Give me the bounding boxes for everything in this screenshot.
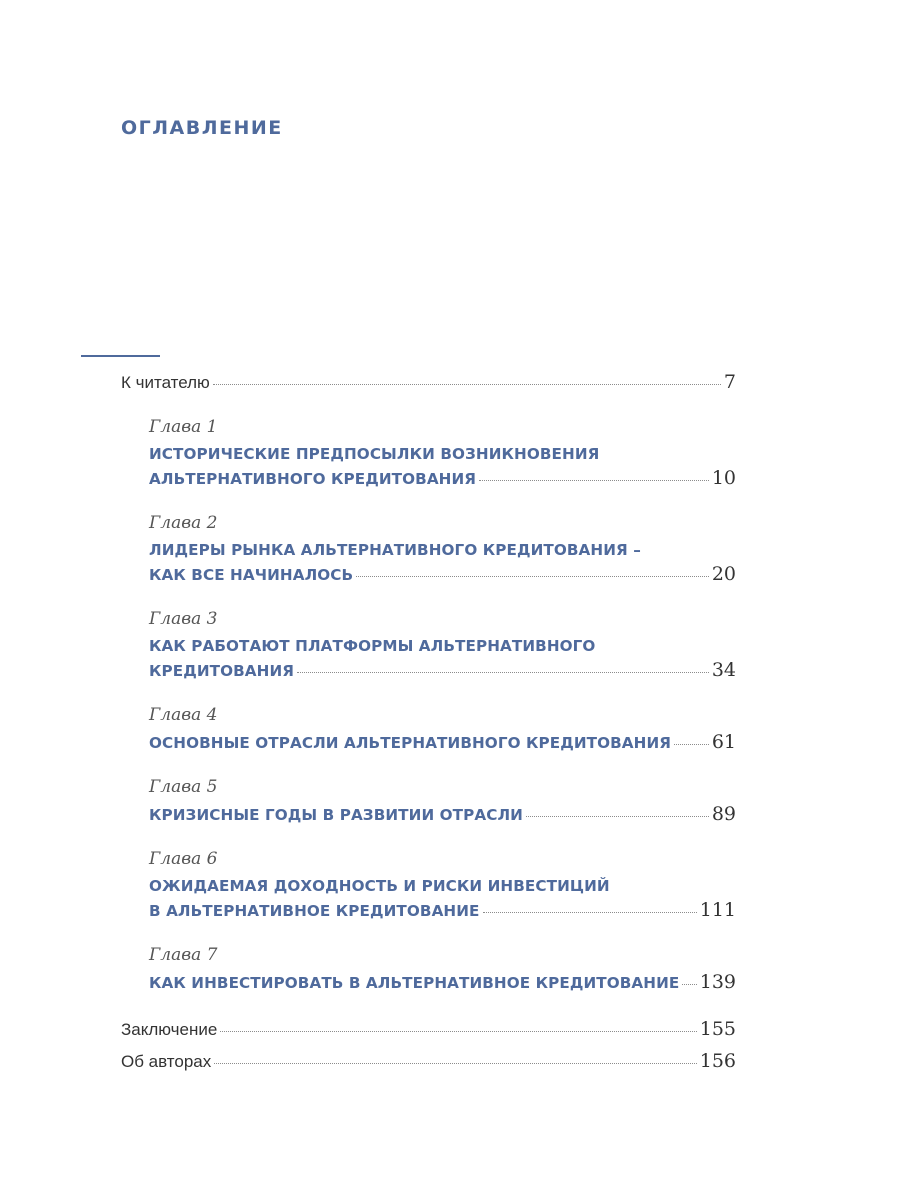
toc-page-number: 89: [711, 803, 736, 825]
toc-entry-chapter-7[interactable]: [149, 971, 736, 993]
chapter-7-title-line: КАК ИНВЕСТИРОВАТЬ В АЛЬТЕРНАТИВНОЕ КРЕДИТОВАНИЕ: [149, 974, 680, 992]
chapter-1-title-line: АЛЬТЕРНАТИВНОГО КРЕДИТОВАНИЯ: [149, 470, 477, 488]
toc-entry-label: Заключение: [121, 1020, 218, 1039]
chapter-3-label: Глава 3: [149, 609, 218, 629]
toc-entry-chapter-3[interactable]: [149, 659, 736, 681]
toc-page-number: 34: [711, 659, 736, 681]
chapter-3-title-line: КРЕДИТОВАНИЯ: [149, 662, 295, 680]
dot-leader: [479, 480, 709, 481]
toc-page-number: 155: [699, 1018, 736, 1040]
dot-leader: [213, 384, 721, 385]
toc-page-number: 156: [699, 1050, 736, 1072]
chapter-1-title-line[interactable]: ИСТОРИЧЕСКИЕ ПРЕДПОСЫЛКИ ВОЗНИКНОВЕНИЯ: [149, 445, 600, 463]
chapter-1-label: Глава 1: [149, 417, 218, 437]
dot-leader: [682, 984, 696, 985]
dot-leader: [297, 672, 709, 673]
chapter-5-label: Глава 5: [149, 777, 218, 797]
chapter-3-title-line[interactable]: КАК РАБОТАЮТ ПЛАТФОРМЫ АЛЬТЕРНАТИВНОГО: [149, 637, 596, 655]
chapter-2-title-line: КАК ВСЕ НАЧИНАЛОСЬ: [149, 566, 354, 584]
toc-entry-intro[interactable]: [121, 371, 736, 393]
chapter-6-title-line[interactable]: ОЖИДАЕМАЯ ДОХОДНОСТЬ И РИСКИ ИНВЕСТИЦИЙ: [149, 877, 610, 895]
toc-entry-chapter-2[interactable]: [149, 563, 736, 585]
dot-leader: [526, 816, 709, 817]
page-title: ОГЛАВЛЕНИЕ: [121, 117, 283, 139]
dot-leader: [220, 1031, 696, 1032]
title-rule: [81, 355, 160, 357]
chapter-6-title-line: В АЛЬТЕРНАТИВНОЕ КРЕДИТОВАНИЕ: [149, 902, 480, 920]
toc-page-number: 139: [699, 971, 736, 993]
chapter-4-title-line: ОСНОВНЫЕ ОТРАСЛИ АЛЬТЕРНАТИВНОГО КРЕДИТОВАНИЯ: [149, 734, 672, 752]
chapter-7-label: Глава 7: [149, 945, 218, 965]
chapter-5-title-line: КРИЗИСНЫЕ ГОДЫ В РАЗВИТИИ ОТРАСЛИ: [149, 806, 523, 824]
dot-leader: [483, 912, 697, 913]
dot-leader: [214, 1063, 696, 1064]
toc-page-number: 7: [723, 371, 736, 393]
dot-leader: [674, 744, 709, 745]
chapter-4-label: Глава 4: [149, 705, 218, 725]
toc-entry-chapter-5[interactable]: [149, 803, 736, 825]
toc-entry-label: К читателю: [121, 373, 210, 392]
dot-leader: [356, 576, 709, 577]
chapter-2-title-line[interactable]: ЛИДЕРЫ РЫНКА АЛЬТЕРНАТИВНОГО КРЕДИТОВАНИЯ –: [149, 541, 641, 559]
toc-page-number: 61: [711, 731, 736, 753]
toc-page-number: 111: [699, 899, 736, 921]
toc-entry-conclusion[interactable]: [121, 1018, 736, 1040]
toc-entry-chapter-4[interactable]: [149, 731, 736, 753]
toc-page-number: 20: [711, 563, 736, 585]
toc-entry-chapter-6[interactable]: [149, 899, 736, 921]
toc-entry-chapter-1[interactable]: [149, 467, 736, 489]
toc-page-number: 10: [711, 467, 736, 489]
chapter-6-label: Глава 6: [149, 849, 218, 869]
toc-entry-authors[interactable]: [121, 1050, 736, 1072]
toc-entry-label: Об авторах: [121, 1052, 212, 1071]
chapter-2-label: Глава 2: [149, 513, 218, 533]
